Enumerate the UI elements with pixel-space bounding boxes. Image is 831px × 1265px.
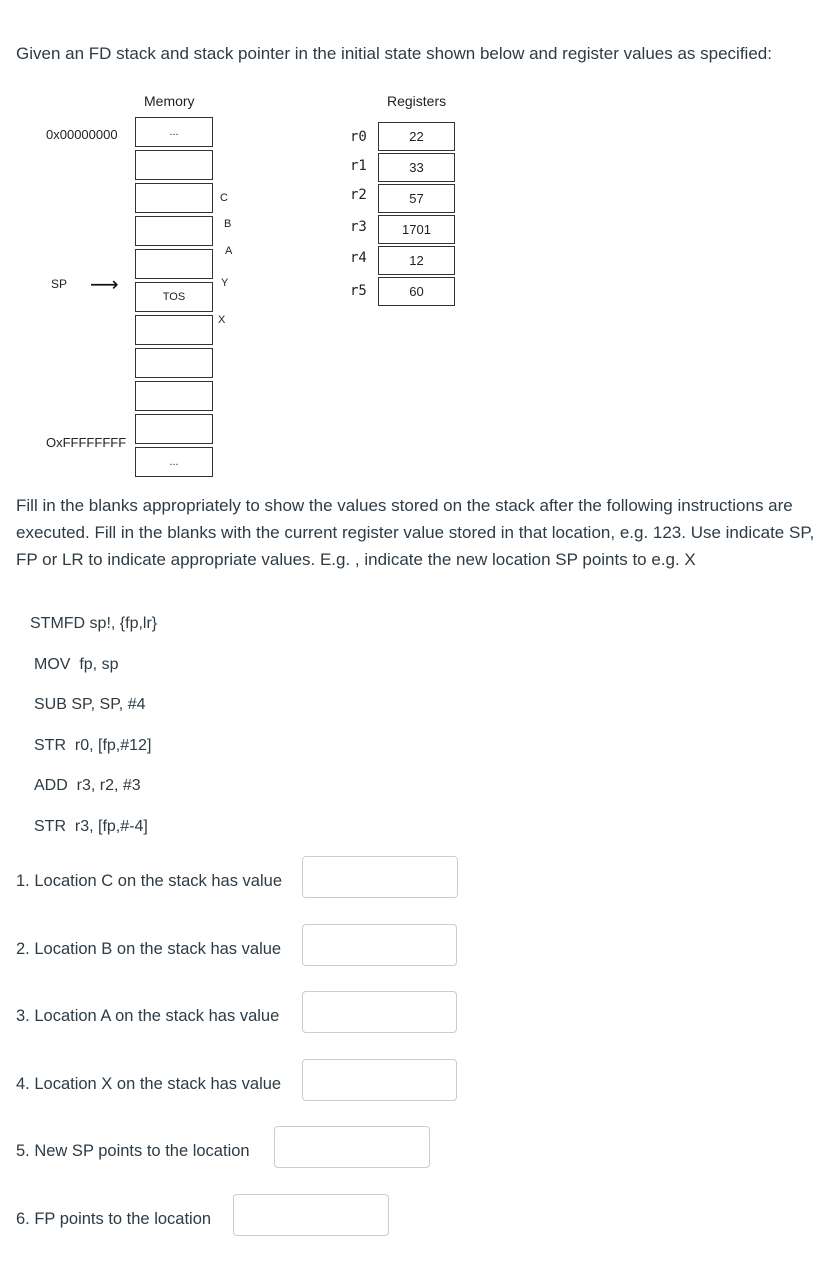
- sp-label: SP: [51, 277, 68, 291]
- memory-cell-2: [135, 183, 213, 213]
- question-1-label: 1. Location C on the stack has value: [16, 872, 282, 890]
- register-name-r5: r5: [350, 283, 367, 299]
- question-4-input[interactable]: [302, 1059, 457, 1101]
- question-5-input[interactable]: [274, 1126, 430, 1168]
- register-value-r3: 1701: [378, 215, 455, 244]
- code-line-3: SUB SP, SP, #4: [34, 696, 146, 713]
- code-line-4: STR r0, [fp,#12]: [34, 737, 152, 754]
- memory-cell-1: [135, 150, 213, 180]
- memory-cell-0: ...: [135, 117, 213, 147]
- memory-cell-4: [135, 249, 213, 279]
- register-value-r2: 57: [378, 184, 455, 213]
- intro-text: Given an FD stack and stack pointer in the initial state shown below and register values as specified:: [16, 44, 772, 63]
- question-5-label: 5. New SP points to the location: [16, 1142, 250, 1160]
- question-6-label: 6. FP points to the location: [16, 1210, 212, 1228]
- code-line-6: STR r3, [fp,#-4]: [34, 818, 148, 835]
- instructions-paragraph: Fill in the blanks appropriately to show the values stored on the stack after the following instructions are executed. Fill in the blanks with the current register value stored in that location, e.g. 123. Use indicate SP, FP or LR to indicate appropriate values. E.g. , indicate the new location SP points to e.g. X: [16, 496, 815, 569]
- register-value-r4: 12: [378, 246, 455, 275]
- register-value-r0: 22: [378, 122, 455, 151]
- register-value-r5: 60: [378, 277, 455, 306]
- register-name-r0: r0: [350, 129, 367, 145]
- question-4-label: 4. Location X on the stack has value: [16, 1075, 282, 1093]
- memory-cell-7: [135, 348, 213, 378]
- question-2-input[interactable]: [302, 924, 457, 966]
- top-address-label: 0x00000000: [46, 127, 118, 142]
- bottom-address-label: OxFFFFFFFF: [46, 435, 127, 450]
- register-name-r4: r4: [350, 250, 367, 266]
- memory-cell-8: [135, 381, 213, 411]
- memory-cell-6: [135, 315, 213, 345]
- registers-header: Registers: [387, 93, 447, 109]
- stack-label-a: A: [225, 245, 233, 257]
- stack-label-y: Y: [221, 277, 229, 289]
- question-1-input[interactable]: [302, 856, 458, 898]
- memory-header: Memory: [144, 93, 195, 109]
- memory-cell-tos: TOS: [135, 282, 213, 312]
- question-3-input[interactable]: [302, 991, 457, 1033]
- question-6-input[interactable]: [233, 1194, 389, 1236]
- memory-cell-9: [135, 414, 213, 444]
- question-3-label: 3. Location A on the stack has value: [16, 1007, 280, 1025]
- stack-label-b: B: [224, 218, 232, 230]
- code-line-5: ADD r3, r2, #3: [34, 777, 141, 794]
- register-value-r1: 33: [378, 153, 455, 182]
- register-name-r2: r2: [350, 187, 367, 203]
- code-line-1: STMFD sp!, {fp,lr}: [30, 615, 158, 632]
- sp-arrow-icon: ⟶: [90, 274, 119, 296]
- memory-cell-10: ...: [135, 447, 213, 477]
- question-2-label: 2. Location B on the stack has value: [16, 940, 282, 958]
- register-name-r3: r3: [350, 219, 367, 235]
- stack-label-x: X: [218, 314, 226, 326]
- register-name-r1: r1: [350, 158, 367, 174]
- code-line-2: MOV fp, sp: [34, 656, 119, 673]
- memory-cell-3: [135, 216, 213, 246]
- memory-stack: [135, 117, 213, 480]
- stack-label-c: C: [220, 192, 228, 204]
